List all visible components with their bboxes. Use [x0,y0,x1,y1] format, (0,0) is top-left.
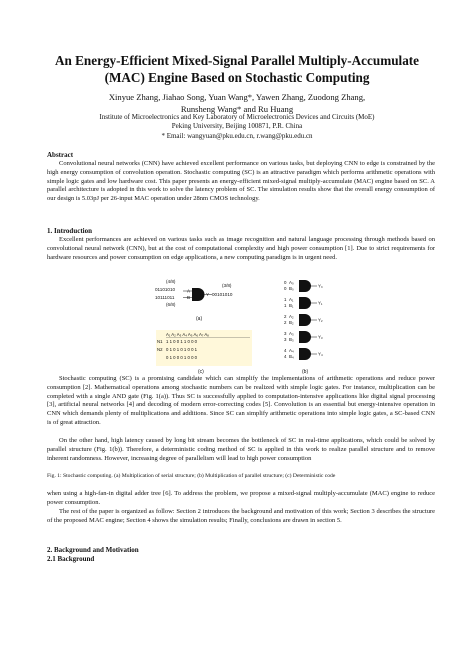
and-gate-icon [299,331,311,343]
fig-b-bit-b: 3 [284,337,287,342]
section-2-heading: 2. Background and Motivation [47,546,139,554]
introduction-heading: 1. Introduction [47,227,92,235]
fig-b-bit-a: 1 [284,297,287,302]
fig-b-bit-a: 3 [284,331,287,336]
fig-b-bit-a: 0 [284,280,287,285]
intro-paragraph-3: On the other hand, high latency caused by long bit stream becomes the bottleneck of SC in real-time applications, which could be solved by parallel structure (Fig. 1(b)). Therefore, a deterministic coding method of SC is applied in this work to realize parallel structure and to remove inherent randomness. However, increasing degree of parallelism will lead to high power consumption [47,437,435,462]
fig-a-bits2: 10111011 [155,295,175,300]
fig-b-output: Y₃ [318,334,323,340]
intro-paragraph-5: The rest of the paper is organized as follow: Section 2 introduces the background and motivation of this work; Section 3 describes the structure of the proposed MAC engine; Section 4 shows the simulation results; Finally, conclusions are drawn in section 5. [47,508,435,524]
fig-b-input-b: B₂ [289,320,294,325]
intro-paragraph-2: Stochastic computing (SC) is a promising candidate which can simplify the implementations of arithmetic operations and reduce power consumption [2]. Mathematical operations among stochastic numbers can be realized with simple logic gates. For instance, multiplication can be completed with a single AND gate (Fig. 1(a)). Thus SC is successfully applied to computation-intensive applications like digital signal processing [3], artificial neural networks [4] and decoding of modern error-correcting codes [5]. Convolution is an essential but energy-intensive operation in CNN which demands plenty of multiplications and additions. Since SC can simplify arithmetic operations into simple logic gates, a SC-based CNN is of great attraction. [47,375,435,426]
figure-1 [154,277,336,381]
paper-title [20,52,454,86]
affiliation [20,113,454,141]
fig-a-bits1: 01101010 [155,287,176,292]
fig-a-out-bits: 00101010 [212,292,233,297]
fig-b-input-b: B₀ [289,286,294,291]
fig-b-input-b: B₃ [289,337,294,342]
fig-b-output: Y₀ [318,283,323,289]
figure-1-drawing [154,277,336,381]
fig-b-input-a: A₂ [289,314,294,319]
fig-b-output: Y₂ [318,317,323,323]
fig-a-out: Y [206,292,210,297]
fig-b-bit-a: 4 [284,348,287,353]
fig-label-b: (b) [302,369,309,375]
and-gate-icon [192,288,205,301]
fig-b-bit-b: 1 [284,303,287,308]
fig-a-in-a: A [187,288,191,294]
title-line-2: (MAC) Engine Based on Stochastic Computing [104,70,370,85]
intro-paragraph-4: when using a high-fan-in digital adder tree [6]. To address the problem, we propose a mixed-signal multiply-accumulate (MAC) engine to reduce power consumption. [47,490,435,506]
intro-paragraph-1: Excellent performances are achieved on various tasks such as image recognition and natural language processing through methods based on convolutional neural network (CNN), but at the cost of computational complexity and high power consumption [1]. Due to strict requirements for hardware resources and power consumption on edge applications, a new computing paradigm is in urgent need. [47,236,435,261]
abstract-heading: Abstract [47,151,74,159]
fig-c-n1-label: N1 [157,339,163,344]
fig-b-input-a: A₀ [289,280,294,285]
fig-b-parallel-gates [284,280,323,360]
fig-b-input-b: B₁ [289,303,294,308]
affiliation-line-1: Institute of Microelectronics and Key Laboratory of Microelectronics Devices and Circuits (MoE) [99,113,375,121]
authors-line-1: Xinyue Zhang, Jiahao Song, Yuan Wang*, Yawen Zhang, Zuodong Zhang, [108,92,366,102]
fig-a-frac2: (6/8) [166,302,176,307]
fig-b-input-a: A₃ [289,331,294,336]
and-gate-icon [299,348,311,360]
fig-c-row4: 0 1 0 0 0 1 0 0 0 [166,355,198,360]
fig-a-out-frac: (3/8) [222,283,232,288]
abstract-text: Convolutional neural networks (CNN) have achieved excellent performance on various tasks, but deploying CNN to edge is constrained by the high energy consumption of convolution operation. Stochastic computing (SC) is an attractive paradigm which performs arithmetic operations with simple logic gates and low hardware cost. This paper presents an energy-efficient mixed-signal multiply-accumulate (MAC) engine based on SC. A parallel architecture is adopted in this work to solve the latency problem of SC. The simulation results show that the overall energy consumption of our design is 5.03pJ per 26-input MAC operation under 28nm CMOS technology. [47,160,435,202]
fig-a-in-b: B [187,295,191,300]
fig-label-c: (c) [198,369,204,375]
fig-c-row1: A₁ A₂ A₃ A₄ A₅ A₆ A₇ A₈ [166,332,209,337]
fig-b-input-a: A₄ [289,348,294,353]
and-gate-icon [299,314,311,326]
fig-b-input-a: A₁ [289,297,294,302]
figure-1-caption: Fig. 1: Stochastic computing. (a) Multiplication of serial structure; (b) Multiplication of parallel structure; (c) Deterministic code [47,473,336,479]
fig-c-n2-label: N2 [157,347,163,352]
affiliation-line-2: Peking University, Beijing 100871, P.R. China [171,122,303,131]
fig-c-row3: 0 1 0 1 0 1 0 0 1 [166,347,198,352]
section-2-1-heading: 2.1 Background [47,555,95,563]
fig-c-row2: 1 1 0 0 1 1 0 0 0 [166,339,198,344]
title-line-1: An Energy-Efficient Mixed-Signal Parallel Multiply-Accumulate [54,53,420,68]
fig-b-bit-a: 2 [284,314,287,319]
and-gate-icon [299,280,311,292]
fig-b-bit-b: 4 [284,354,287,359]
fig-label-a: (a) [196,316,203,322]
author-list [20,92,454,115]
and-gate-icon [299,297,311,309]
fig-b-output: Y₄ [318,351,323,357]
fig-b-input-b: B₄ [289,354,294,359]
fig-a-frac1: (4/8) [166,279,176,284]
authors-line-2: Runsheng Wang* and Ru Huang [180,103,294,114]
fig-b-output: Y₁ [318,300,323,306]
fig-b-bit-b: 2 [284,320,287,325]
fig-b-bit-b: 0 [284,286,287,291]
affiliation-email: * Email: wangyuan@pku.edu.cn, r.wang@pku.edu.cn [161,131,313,140]
